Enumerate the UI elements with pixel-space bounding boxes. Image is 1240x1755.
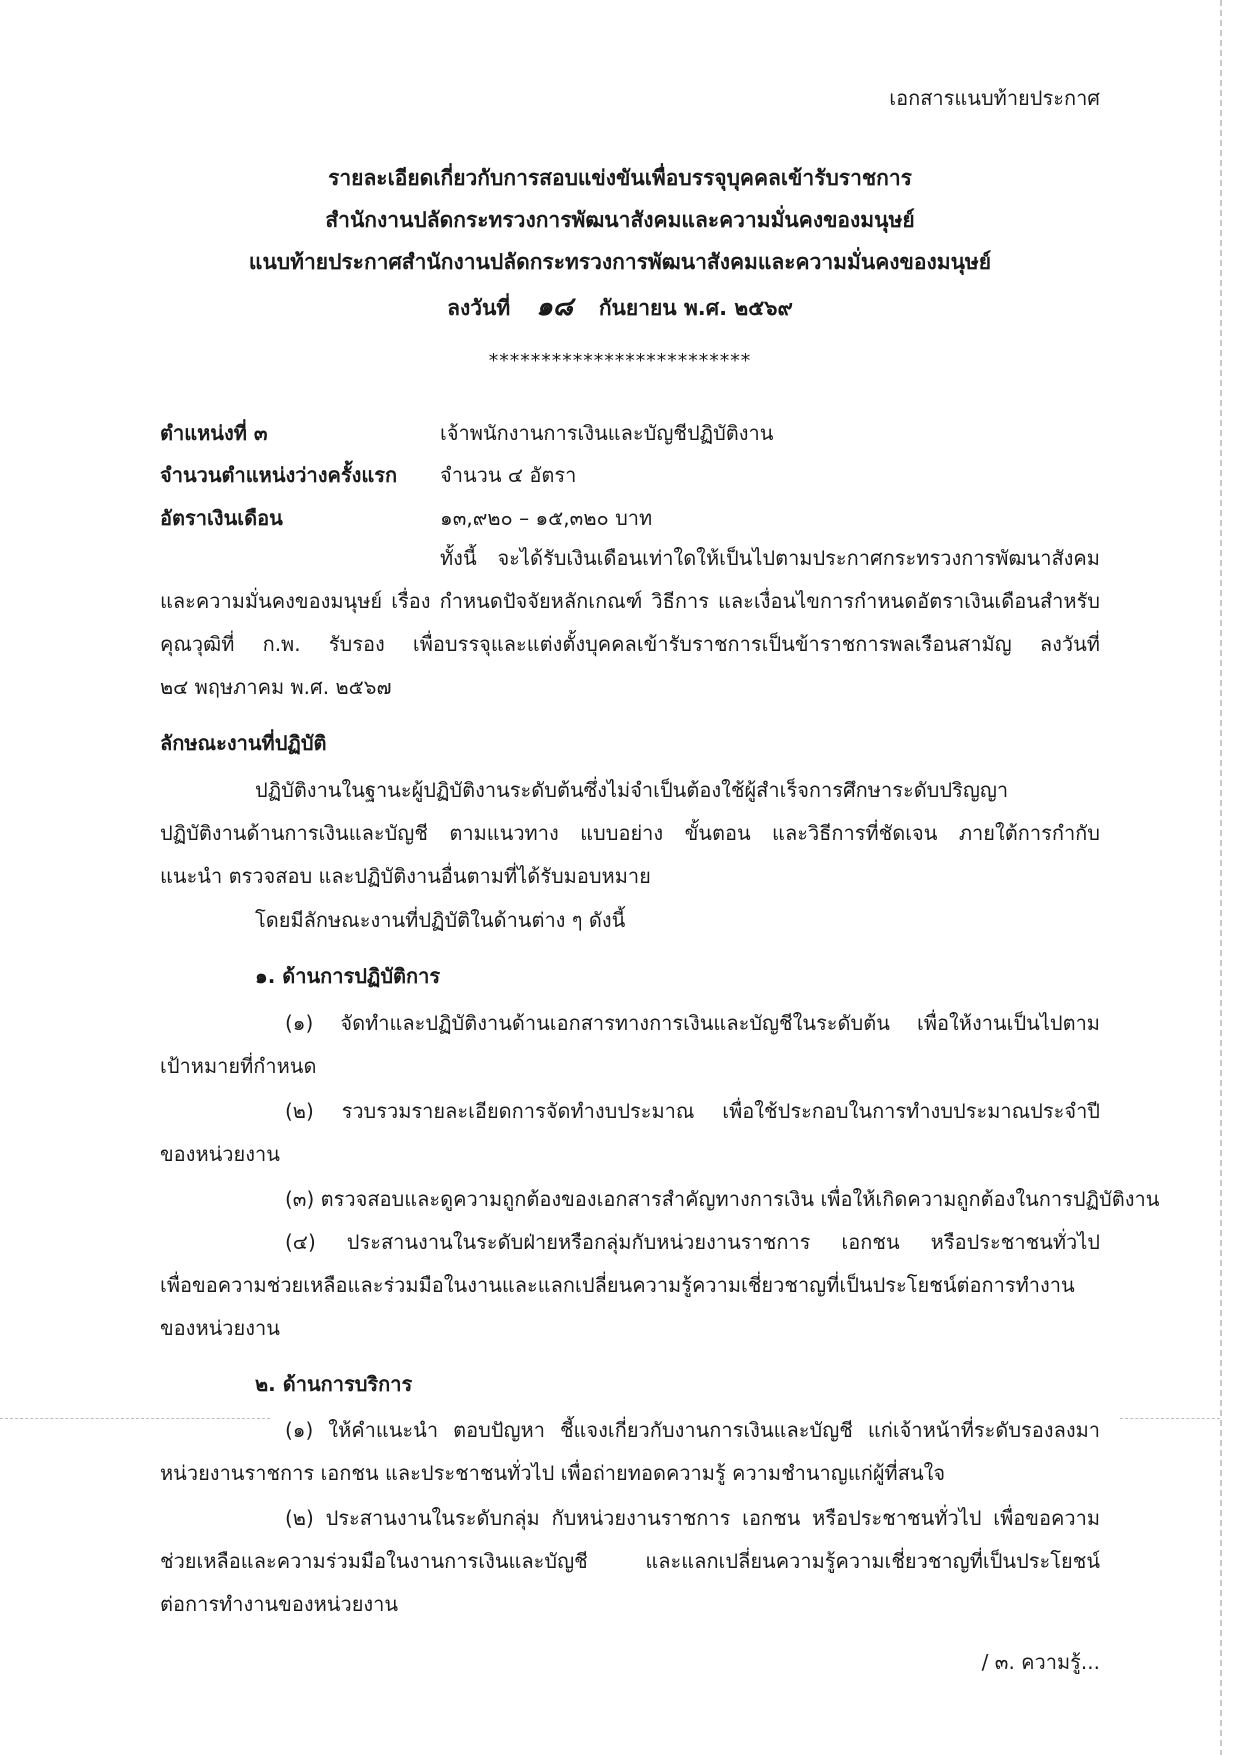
separator-stars: ************************* — [488, 350, 752, 372]
section1-item4-line-3: ของหน่วยงาน — [160, 1316, 280, 1340]
salary-note-line-4: ๒๔ พฤษภาคม พ.ศ. ๒๕๖๗ — [160, 675, 392, 699]
section1-item3-line-1: (๓) ตรวจสอบและดูความถูกต้องของเอกสารสำคัญทางการเงิน เพื่อให้เกิดความถูกต้องในการปฏิบัติงาน — [285, 1187, 1160, 1211]
job-heading: ลักษณะงานที่ปฏิบัติ — [160, 731, 327, 755]
job-lead: โดยมีลักษณะงานที่ปฏิบัติในด้านต่าง ๆ ดังนี้ — [255, 908, 626, 932]
position-value: เจ้าพนักงานการเงินและบัญชีปฏิบัติงาน — [440, 421, 774, 445]
salary-label: อัตราเงินเดือน — [160, 506, 283, 530]
section2-item2-line-1: (๒) ประสานงานในระดับกลุ่ม กับหน่วยงานราชการ เอกชน หรือประชาชนทั่วไป เพื่อขอความ — [285, 1506, 1100, 1530]
title-line-1: รายละเอียดเกี่ยวกับการสอบแข่งขันเพื่อบรรจุบุคคลเข้ารับราชการ — [328, 166, 912, 190]
section2-item1-line-1: (๑) ให้คำแนะนำ ตอบปัญหา ชี้แจงเกี่ยวกับงานการเงินและบัญชี แก่เจ้าหน้าที่ระดับรองลงมา — [285, 1418, 1100, 1442]
scan-dash-right — [1120, 1418, 1220, 1420]
job-intro-line-3: แนะนำ ตรวจสอบ และปฏิบัติงานอื่นตามที่ได้รับมอบหมาย — [160, 864, 651, 888]
title-date — [0, 294, 1240, 320]
section2-item2-line-2: ช่วยเหลือและความร่วมมือในงานการเงินและบัญชี และแลกเปลี่ยนความรู้ความเชี่ยวชาญที่เป็นประโยชน์ — [160, 1549, 1100, 1573]
section2-item1-line-2: หน่วยงานราชการ เอกชน และประชาชนทั่วไป เพื่อถ่ายทอดความรู้ ความชำนาญแก่ผู้ที่สนใจ — [160, 1461, 946, 1485]
vacancy-value: จำนวน ๔ อัตรา — [440, 463, 577, 487]
salary-note-line-1: ทั้งนี้ จะได้รับเงินเดือนเท่าใดให้เป็นไปตามประกาศกระทรวงการพัฒนาสังคม — [440, 546, 1100, 570]
header-note: เอกสารแนบท้ายประกาศ — [889, 86, 1100, 110]
title-line-3: แนบท้ายประกาศสำนักงานปลัดกระทรวงการพัฒนาสังคมและความมั่นคงของมนุษย์ — [248, 250, 992, 274]
date-day-handwritten: ๑๘ — [536, 292, 573, 322]
section1-heading: ๑. ด้านการปฏิบัติการ — [255, 964, 441, 988]
section1-item1-line-1: (๑) จัดทำและปฏิบัติงานด้านเอกสารทางการเงินและบัญชีในระดับต้น เพื่อให้งานเป็นไปตาม — [285, 1011, 1100, 1035]
date-rest: กันยายน พ.ศ. ๒๕๖๙ — [598, 296, 793, 320]
section1-item4-line-1: (๔) ประสานงานในระดับฝ่ายหรือกลุ่มกับหน่วยงานราชการ เอกชน หรือประชาชนทั่วไป — [285, 1230, 1100, 1254]
position-label: ตำแหน่งที่ ๓ — [160, 421, 268, 445]
job-intro-line-2: ปฏิบัติงานด้านการเงินและบัญชี ตามแนวทาง แบบอย่าง ขั้นตอน และวิธีการที่ชัดเจน ภายใต้การกำกับ — [160, 821, 1100, 845]
scan-dash-left — [0, 1418, 270, 1420]
date-prefix: ลงวันที่ — [447, 296, 511, 320]
job-intro-line-1: ปฏิบัติงานในฐานะผู้ปฏิบัติงานระดับต้นซึ่งไม่จำเป็นต้องใช้ผู้สำเร็จการศึกษาระดับปริญญา — [255, 778, 1009, 802]
section2-heading: ๒. ด้านการบริการ — [255, 1372, 413, 1396]
title-line-2: สำนักงานปลัดกระทรวงการพัฒนาสังคมและความมั่นคงของมนุษย์ — [325, 208, 915, 232]
vacancy-label: จำนวนตำแหน่งว่างครั้งแรก — [160, 463, 398, 487]
salary-note-line-2: และความมั่นคงของมนุษย์ เรื่อง กำหนดปัจจัยหลักเกณฑ์ วิธีการ และเงื่อนไขการกำหนดอัตราเงินเดือนสำหรับ — [160, 589, 1100, 613]
salary-value: ๑๓,๙๒๐ – ๑๕,๓๒๐ บาท — [440, 506, 653, 530]
section1-item1-line-2: เป้าหมายที่กำหนด — [160, 1054, 317, 1078]
section1-item4-line-2: เพื่อขอความช่วยเหลือและร่วมมือในงานและแลกเปลี่ยนความรู้ความเชี่ยวชาญที่เป็นประโยชน์ต่อการทำงาน — [160, 1273, 1075, 1297]
section1-item2-line-1: (๒) รวบรวมรายละเอียดการจัดทำงบประมาณ เพื่อใช้ประกอบในการทำงบประมาณประจำปี — [285, 1099, 1100, 1123]
continuation-note: / ๓. ความรู้... — [981, 1650, 1100, 1674]
section2-item2-line-3: ต่อการทำงานของหน่วยงาน — [160, 1592, 399, 1616]
section1-item2-line-2: ของหน่วยงาน — [160, 1142, 280, 1166]
salary-note-line-3: คุณวุฒิที่ ก.พ. รับรอง เพื่อบรรจุและแต่งตั้งบุคคลเข้ารับราชการเป็นข้าราชการพลเรือนสามัญ ลงวันที่ — [160, 632, 1100, 656]
